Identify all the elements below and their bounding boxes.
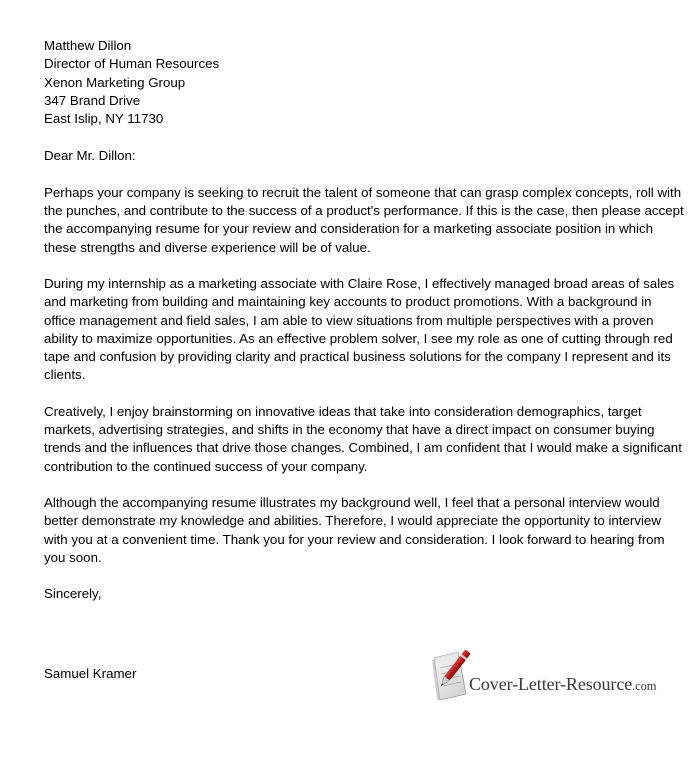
body-paragraph-4: Although the accompanying resume illustrates my background well, I feel that a personal interview would better demonstrate my knowledge and abilities. Therefore, I would appreciate the opportunity to interview with you at a convenient time. Thank you for your review and consideration. I look forward to hearing from you soon. [44,494,665,565]
body-paragraph-3: Creatively, I enjoy brainstorming on innovative ideas that take into consideration demographics, target markets, advertising strategies, and shifts in the economy that have a direct impact on consumer buying trends and the influences that drive those changes. Combined, I am confident that I would make a significant contribution to the continued success of your company. [44,403,682,474]
body-paragraph-2: During my internship as a marketing associate with Claire Rose, I effectively managed broad areas of sales and marketing from building and maintaining key accounts to product promotions. With a background in office management and field sales, I am able to view situations from multiple perspectives with a proven ability to maximize opportunities. As an effective problem solver, I see my role as one of cutting through red tape and confusion by providing clarity and practical business solutions for the company I represent and its clients. [44,275,675,383]
watermark-site-name: Cover-Letter-Resource [469,674,633,694]
closing: Sincerely, [44,586,102,602]
recipient-title: Director of Human Resources [44,56,220,72]
recipient-city-state-zip: East Islip, NY 11730 [44,111,164,127]
recipient-name: Matthew Dillon [44,38,132,53]
watermark-tld: .com [632,679,657,693]
recipient-address [44,37,684,128]
recipient-company: Xenon Marketing Group [44,74,186,90]
watermark-text [469,674,656,696]
body-paragraph-1: Perhaps your company is seeking to recruit the talent of someone that can grasp complex concepts, roll with the punches, and contribute to the success of a product's performance. If this is the case, then please accept the accompanying resume for your review and consideration for a marketing associate position in which these strengths and diverse experience will be of value. [44,184,684,255]
pen-on-paper-icon [428,644,472,702]
cover-letter [44,37,684,603]
salutation: Dear Mr. Dillon: [44,148,136,164]
recipient-street: 347 Brand Drive [44,92,141,108]
signature-name: Samuel Kramer [44,666,137,681]
site-watermark-logo [428,644,668,708]
